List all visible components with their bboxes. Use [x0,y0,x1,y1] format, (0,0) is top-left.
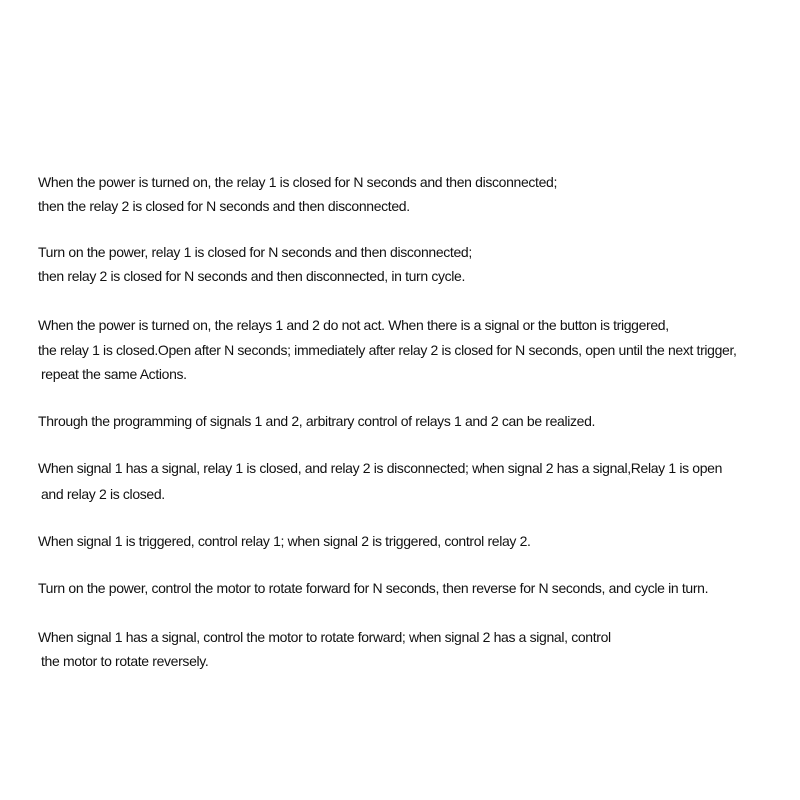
paragraph-8-line-1: When signal 1 has a signal, control the motor to rotate forward; when signal 2 has a signal, control [38,629,611,645]
paragraph-4-line-1: Through the programming of signals 1 and 2, arbitrary control of relays 1 and 2 can be realized. [38,413,596,429]
paragraph-3-line-2: the relay 1 is closed.Open after N seconds; immediately after relay 2 is closed for N seconds, open until the next trigger, [38,342,737,358]
paragraph-1-line-2: then the relay 2 is closed for N seconds and then disconnected. [38,198,410,214]
paragraph-2-line-2: then relay 2 is closed for N seconds and then disconnected, in turn cycle. [38,268,466,284]
paragraph-2-line-1: Turn on the power, relay 1 is closed for N seconds and then disconnected; [38,244,472,260]
paragraph-3-line-1: When the power is turned on, the relays 1 and 2 do not act. When there is a signal or the button is triggered, [38,317,669,333]
paragraph-3-line-3: repeat the same Actions. [41,366,187,382]
paragraph-8-line-2: the motor to rotate reversely. [41,653,209,669]
paragraph-7-line-1: Turn on the power, control the motor to rotate forward for N seconds, then reverse for N seconds, and cycle in turn. [38,580,709,596]
paragraph-6-line-1: When signal 1 is triggered, control relay 1; when signal 2 is triggered, control relay 2. [38,533,531,549]
paragraph-5-line-1: When signal 1 has a signal, relay 1 is closed, and relay 2 is disconnected; when signal 2 has a signal,Relay 1 is open [38,460,723,476]
paragraph-5-line-2: and relay 2 is closed. [41,486,165,502]
paragraph-1-line-1: When the power is turned on, the relay 1 is closed for N seconds and then disconnected; [38,174,557,190]
